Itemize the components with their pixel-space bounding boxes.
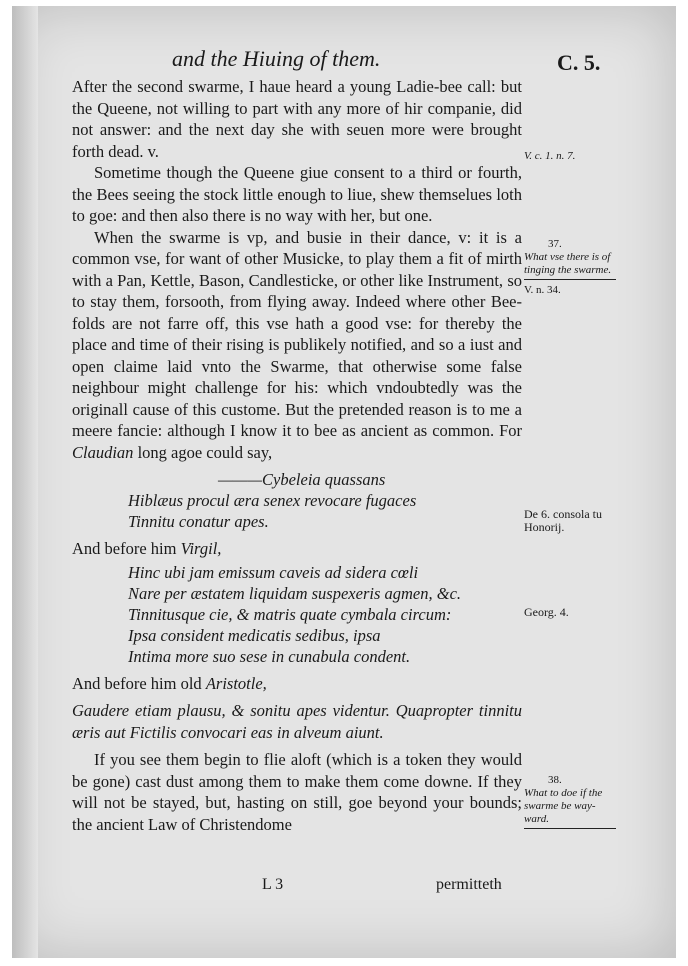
claudian-name: Claudian: [72, 442, 134, 462]
verse-line: Nare per æstatem liquidam suspexeris agmen, &c.: [128, 583, 462, 603]
verse-line: Tinnitusque cie, & matris quate cymbala circum:: [128, 604, 452, 624]
margin-note-claudian: De 6. consola tu Honorij.: [524, 507, 602, 534]
paragraph-2: Sometime though the Queene giue consent to a third or fourth, the Bees seeing the stock little enough to liue, shew themselues loth to goe: and then also there is no way with her, but one.: [72, 163, 522, 225]
verse-line: Hiblæus procul æra senex revocare fugaces: [128, 491, 417, 510]
page-footer: [12, 876, 676, 896]
verse-line: Ipsa consident medicatis sedibus, ipsa: [128, 625, 381, 645]
claudian-verse: [128, 469, 522, 532]
footer-signature: L 3: [262, 876, 284, 893]
aristotle-name: Aristotle,: [205, 673, 267, 693]
virgil-verse: [128, 562, 522, 667]
margin-rule: [524, 828, 616, 829]
virgil-name: Virgil,: [180, 539, 222, 558]
margin-note-ref: V. n. 34.: [524, 284, 561, 296]
aristotle-quote: Gaudere etiam plausu, & sonitu apes videntur. Quapropter tinnitu æris aut Fictilis convocari eas in alveum aiunt.: [72, 701, 522, 742]
paragraph-3: [72, 227, 522, 464]
paragraph-3-text: When the swarme is vp, and busie in their dance, v: it is a common vse, for want of other Musicke, to play them a fit of mirth with a Pan, Kettle, Bason, Candlesticke, or other like Instrument, so to stay them, forsooth, from flying away. Indeed where other Bee-folds are not farre off, this vse hath a good vse: for thereby the place and time of their rising is publikely notified, and so a iust and open claime laid vnto the Swarme, that otherwise some false neighbour might challenge for his: which vndoubtedly was the originall cause of this custome. But the pretended reason is to me a meere fancie: although I know it to bee as ancient as common.: [72, 227, 522, 440]
book-page: [12, 6, 676, 958]
margin-note-georgics: Georg. 4.: [524, 605, 569, 619]
virgil-intro: [72, 538, 522, 560]
aristotle-intro: [72, 673, 522, 695]
verse-line: ———Cybeleia quassans: [218, 470, 386, 489]
virgil-intro-text: And before him: [72, 539, 177, 558]
margin-note-number: 38.: [548, 774, 562, 786]
verse-line: Hinc ubi jam emissum caveis ad sidera cœli: [128, 562, 419, 582]
verse-line: Intima more suo sese in cunabula condent.: [128, 646, 411, 666]
signature-mark: C. 5.: [557, 50, 601, 75]
catchword: permitteth: [436, 876, 502, 893]
margin-note-1: V. c. 1. n. 7.: [524, 150, 576, 162]
paragraph-3-tail: long agoe could say,: [137, 442, 273, 462]
running-title: and the Hiuing of them.: [172, 46, 381, 71]
margin-note-text: What vse there is of tinging the swarme.: [524, 251, 612, 276]
paragraph-last: If you see them begin to flie aloft (which is a token they would be gone) cast dust among them to make them come downe. If they will not be stayed, but, hasting on still, goe beyond your bounds; the ancient Law of Christendome: [72, 750, 522, 834]
for-word: For: [499, 421, 523, 440]
margin-note-text: What to doe if the swarme be way-ward.: [524, 787, 603, 825]
margin-note-38: [524, 774, 616, 829]
page-gutter: [12, 6, 38, 958]
margin-note-37: [524, 238, 616, 297]
main-text: [72, 76, 522, 835]
verse-line: Tinnitu conatur apes.: [128, 512, 269, 531]
paragraph-1: After the second swarme, I haue heard a young Ladie-bee call: but the Queene, not willing to part with any more of hir companie, did not answer: and the next day she with seuen more were brought forth dead. v.: [72, 77, 522, 161]
margin-note-number: 37.: [548, 238, 562, 250]
margin-rule: [524, 279, 616, 280]
aristotle-intro-text: And before him old: [72, 673, 202, 693]
